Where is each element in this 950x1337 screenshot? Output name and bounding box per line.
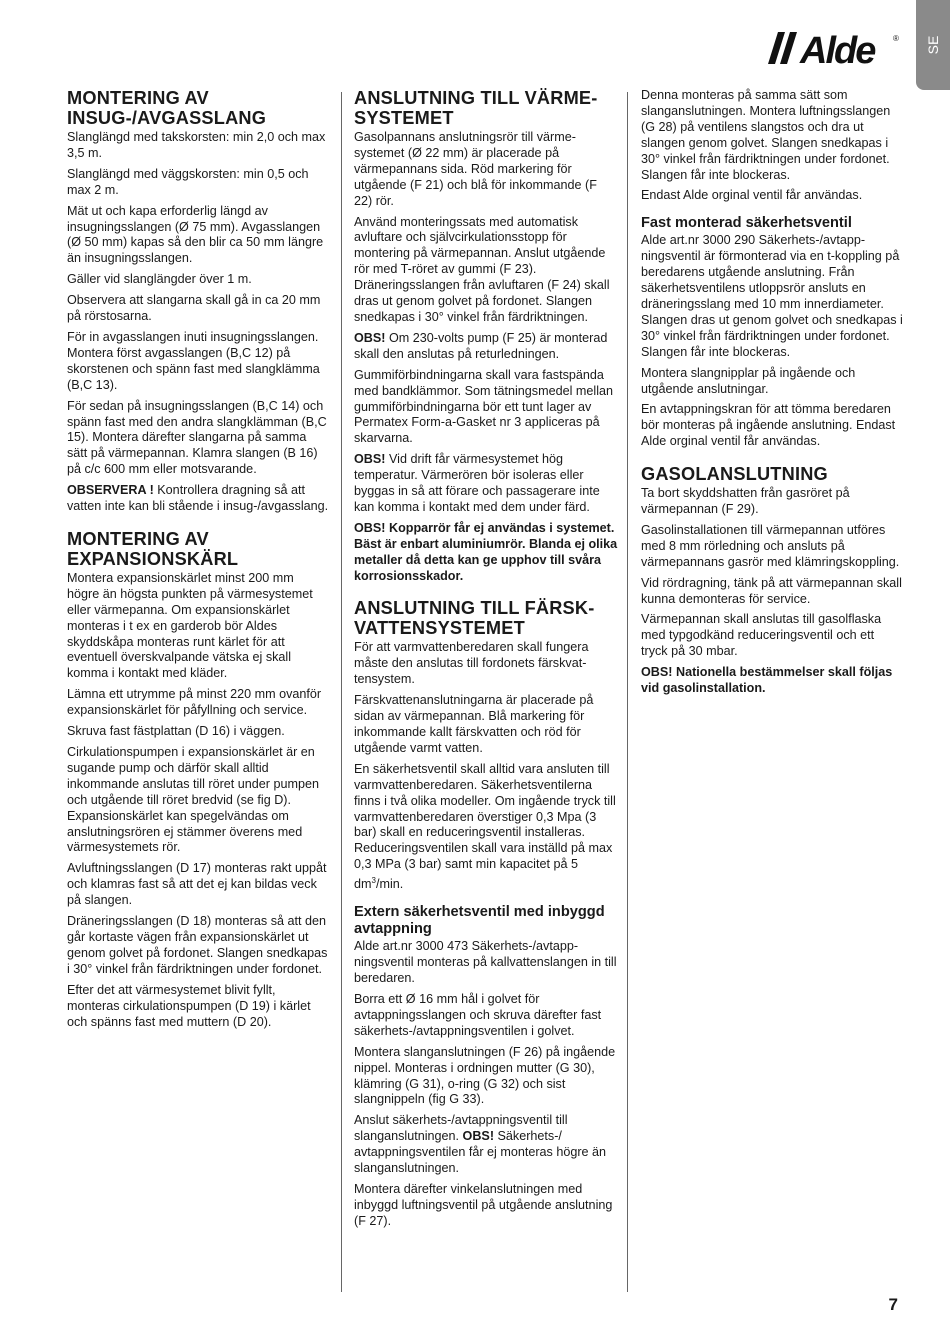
paragraph: Gasolpannans anslutningsrör till värmesystemet (Ø 22 mm) är placerade på värmepannans sida. Röd markering för utgående (F 21) och blå för inkommande (F 22) rör. [354, 130, 597, 208]
paragraph: Efter det att värmesystemet blivit fyllt, monteras cirkulationspumpen (D 19) i kärlet och spänns fast med muttern (D 20). [67, 982, 311, 1029]
warning-paragraph [354, 521, 618, 585]
paragraph: För in avgasslangen inuti insugningsslangen. Montera först avgasslangen (B,C 12) på skorstenen och spänn fast med slangklämma (B,C 13). [67, 329, 320, 392]
note-label: OBSERVERA ! [67, 483, 154, 498]
section-title: GASOLANSLUTNING [641, 464, 828, 485]
column-3 [641, 88, 903, 702]
paragraph: Vid rördragning, tänk på att värmepannan skall kunna demonteras för service. [641, 575, 902, 606]
paragraph: Endast Alde orginal ventil får användas. [641, 188, 863, 203]
paragraph: Använd monteringssats med automatisk avluftare och självcirkulationsstopp för montering på värmepannan. Anslut utgående rör med T-röret av gummi (F 23). Dräneringsslangen från avluftaren (F 24) skall dras ut genom golvet på fordonet. Slangen snedkapas i 30° vinkel från färdriktningen. [354, 214, 610, 324]
paragraph: För sedan på insugningsslangen (B,C 14) och spänn fast med den andra slangklämman (B,C 15). Montera därefter slangarna på samma sätt på värmepannan. Klamra slangen (B 16) på c/c 600 mm eller motsvarande. [67, 398, 327, 477]
paragraph: Gasolinstallationen till värmepannan utföres med 8 mm rörledning och ansluts på värmepannans gasrör med klämringskoppling. [641, 522, 900, 569]
paragraph [354, 762, 618, 893]
note-label: OBS! [462, 1129, 495, 1144]
paragraph: Värmepannan skall anslutas till gasolflaska med typgodkänd reduceringsventil och ett tryck på 30 mbar. [641, 612, 882, 659]
paragraph: Borra ett Ø 16 mm hål i golvet för avtappningsslangen och skruva därefter fast säkerhets-/avtappningsventilen i golvet. [354, 991, 602, 1038]
page-number: 7 [888, 1295, 898, 1314]
note-paragraph [354, 331, 618, 363]
warning-text: OBS! Kopparrör får ej användas i systemet. Bäst är enbart aluminiumrör. Blanda ej olika metaller då detta kan ge upphov till svåra korrosionsskador. [354, 520, 618, 583]
subsection-title: Extern säkerhetsventil med inbyggd avtappning [354, 904, 605, 938]
note-paragraph [354, 452, 618, 516]
paragraph: Mät ut och kapa erforderlig längd av insugningsslangen (Ø 75 mm). Avgasslangen (Ø 50 mm) kapas så den blir ca 50 mm längre än insugningsslangen. [67, 203, 324, 266]
paragraph: Skruva fast fästplattan (D 16) i väggen. [67, 724, 285, 739]
paragraph [354, 1113, 618, 1177]
paragraph: Cirkulationspumpen i expansionskärlet är en sugande pump och därför skall alltid inkommande anslutas till röret under pumpen och utgående till röret bredvid (se fig D). Expansionskärlet kan spegelvändas om anslutningsrören ej stämmer överens med värmesystemets rör. [67, 745, 320, 855]
paragraph: Avluftningsslangen (D 17) monteras rakt uppåt och klamras fast så att det ej kan bildas veck på slangen. [67, 861, 327, 908]
paragraph: Gäller vid slanglängder över 1 m. [67, 272, 252, 287]
section-title: MONTERING AV EXPANSIONSKÄRL [67, 528, 239, 569]
paragraph: Ta bort skyddshatten från gasröret på värmepannan (F 29). [641, 486, 850, 517]
column-1 [67, 88, 329, 1035]
alde-logo [762, 30, 902, 66]
language-tab [916, 0, 950, 90]
language-tab-label: SE [925, 35, 941, 55]
section-title: MONTERING AV INSUG-/AVGASSLANG [67, 88, 267, 128]
column-divider [627, 92, 628, 1292]
subsection-title: Fast monterad säkerhetsventil [641, 215, 852, 232]
paragraph: Slanglängd med väggskorsten: min 0,5 och max 2 m. [67, 166, 309, 197]
paragraph-text-end: /min. [375, 877, 404, 892]
paragraph-text: En säkerhetsventil skall alltid vara ansluten till varmvattenberedaren. Säkerhetsventilerna finns i två olika modeller. Om ingående tryck till varmvattenberedaren överstiger 0,3 Mpa (3 bar) skall en reduceringsventil installeras. Reduceringsventilen skall vara inställd på max 0,3 MPa (3 bar) samt min kapacitet på 5 dm [354, 761, 616, 892]
paragraph: För att varmvattenberedaren skall fungera måste den anslutas till fordonets färskvattensystem. [354, 640, 589, 687]
warning-text: OBS! Nationella bestämmelser skall följas vid gasolinstallation. [641, 665, 893, 696]
warning-paragraph [641, 665, 903, 697]
section-title: ANSLUTNING TILL VÄRMESYSTEMET [354, 88, 598, 128]
paragraph-text: Anslut säkerhets-/avtappningsventil till slanganslutningen. [354, 1113, 568, 1144]
note-label: OBS! [354, 452, 386, 467]
paragraph: Denna monteras på samma sätt som slanganslutningen. Montera luftningsslangen (G 28) på ventilens slangstos och dra ut slangen genom golvet. Slangen snedkapas i 30° vinkel från färdriktningen under fordonet. Slangen får inte blockeras. [641, 88, 891, 182]
paragraph: Montera därefter vinkelanslutningen med inbyggd luftningsventil på utgående anslutning (F 27). [354, 1181, 613, 1228]
note-text: Om 230-volts pump (F 25) är monterad skall den anslutas på returledningen. [354, 330, 608, 361]
paragraph: Montera expansionskärlet minst 200 mm högre än högsta punkten på värmesystemet eller värmepanna. Om expansionskärlet monteras i t ex en garderob bör Aldes skyddskåpa monteras runt kärlet för att eventuell överskvalpande vätska ej skall komma i kontakt med kläder. [67, 570, 313, 681]
note-paragraph [67, 483, 329, 515]
paragraph: Montera slanganslutningen (F 26) på ingående nippel. Monteras i ordningen mutter (G 30), klämring (G 31), o-ring (G 32) och sist slangnippeln (fig G 33). [354, 1044, 616, 1107]
paragraph: Dräneringsslangen (D 18) monteras så att den går kortaste vägen från expansionskärlet ut genom golvet på fordonet. Slangen snedkapas i 30° vinkel från färdriktningen under fordonet. [67, 914, 328, 976]
paragraph: Färskvattenanslutningarna är placerade på sidan av värmepannan. Blå markering för inkommande kallt färskvatten och röd för utgående varmt vatten. [354, 693, 594, 755]
column-2 [354, 88, 618, 1235]
paragraph: Lämna ett utrymme på minst 220 mm ovanför expansionskärlet för påfyllning och service. [67, 687, 322, 718]
paragraph: Alde art.nr 3000 290 Säkerhets-/avtappningsventil är förmonterad via en t-koppling på beredarens utgående anslutning. Från säkerhetsventilens utloppsrör ansluts en dräneringsslang med 10 mm innerdiameter. Slangen dras ut genom golvet och snedkapas i 30° vinkel från färdriktningen under fordonet. Slangen får inte blockeras. [641, 233, 903, 359]
paragraph: Observera att slangarna skall gå in ca 20 mm på rörstosarna. [67, 293, 321, 324]
paragraph-text: Säkerhets-/ avtappningsventilen får ej monteras högre än slanganslutningen. [354, 1129, 607, 1176]
superscript: 3 [371, 876, 376, 886]
note-text: Kontrollera dragning så att vatten inte kan bli stående i insug-/avgasslang. [67, 483, 329, 514]
paragraph: En avtappningskran för att tömma beredaren bör monteras på ingående anslutning. Endast Alde orginal ventil får användas. [641, 402, 896, 449]
paragraph: Slanglängd med takskorsten: min 2,0 och max 3,5 m. [67, 130, 326, 160]
svg-text:®: ® [893, 34, 899, 43]
paragraph: Montera slangnipplar på ingående och utgående anslutningar. [641, 365, 856, 396]
column-divider [341, 92, 342, 1292]
svg-text:Alde: Alde [800, 30, 875, 66]
note-label: OBS! [354, 330, 386, 345]
note-text: Vid drift får värmesystemet hög temperatur. Värmerören bör isoleras eller byggas in så att förare och passagerare inte kan komma i kontakt med dem under färd. [354, 452, 600, 514]
paragraph: Alde art.nr 3000 473 Säkerhets-/avtappningsventil monteras på kallvattenslangen in till beredaren. [354, 939, 617, 986]
paragraph: Gummiförbindningarna skall vara fastspända med bandklämmor. Som tätningsmedel mellan gummiförbindningarna bör ett tunt lager av Permatex Form-a-Gasket nr 3 appliceras på skarvarna. [354, 367, 613, 446]
section-title: ANSLUTNING TILL FÄRSKVATTENSYSTEMET [354, 598, 595, 639]
